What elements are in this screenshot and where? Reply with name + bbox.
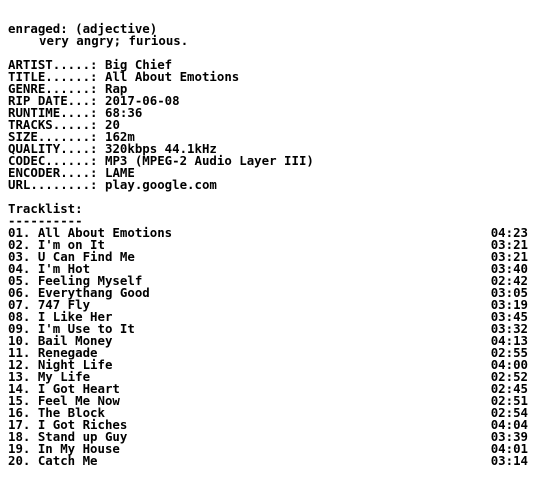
info-key: TITLE......: [8, 69, 105, 84]
definition-term: enraged: (adjective) [8, 21, 158, 36]
info-value: 320kbps 44.1kHz [104, 141, 217, 156]
track-duration: 03:32 [490, 321, 528, 336]
track-duration: 03:19 [490, 297, 528, 312]
track-title: 03. U Can Find Me [8, 249, 135, 264]
info-key: QUALITY....: [8, 141, 105, 156]
track-duration: 02:55 [490, 345, 528, 360]
info-key: RUNTIME....: [8, 105, 105, 120]
track-title: 08. I Like Her [8, 309, 113, 324]
track-title: 14. I Got Heart [8, 381, 120, 396]
track-title: 09. I'm Use to It [8, 321, 135, 336]
track-duration: 04:23 [490, 225, 528, 240]
info-value: LAME [104, 165, 135, 180]
info-key: GENRE......: [8, 81, 105, 96]
track-title: 16. The Block [8, 405, 105, 420]
spacer [8, 191, 528, 203]
track-list [8, 227, 528, 467]
track-title: 05. Feeling Myself [8, 273, 143, 288]
track-duration: 04:01 [490, 441, 528, 456]
nfo-document [8, 23, 528, 467]
track-duration: 02:45 [490, 381, 528, 396]
track-duration: 04:13 [490, 333, 528, 348]
info-key: SIZE.......: [8, 129, 105, 144]
info-value: 162m [104, 129, 135, 144]
info-value: play.google.com [104, 177, 217, 192]
track-duration: 02:54 [490, 405, 528, 420]
track-title: 12. Night Life [8, 357, 113, 372]
info-value: All About Emotions [104, 69, 240, 84]
track-duration: 03:05 [490, 285, 528, 300]
track-title: 06. Everythang Good [8, 285, 150, 300]
info-value: 20 [104, 117, 120, 132]
info-key: TRACKS.....: [8, 117, 105, 132]
track-title: 04. I'm Hot [8, 261, 91, 276]
track-title: 07. 747 Fly [8, 297, 91, 312]
track-duration: 04:00 [490, 357, 528, 372]
definition-meaning: very angry; furious. [39, 33, 189, 48]
track-duration: 03:45 [490, 309, 528, 324]
track-title: 01. All About Emotions [8, 225, 173, 240]
track-duration: 03:21 [490, 237, 528, 252]
info-value: Big Chief [104, 57, 173, 72]
info-key: RIP DATE...: [8, 93, 105, 108]
track-title: 02. I'm on It [8, 237, 105, 252]
info-key: ARTIST.....: [8, 57, 105, 72]
tracklist-heading: Tracklist: [8, 201, 83, 216]
info-value: 2017-06-08 [104, 93, 180, 108]
album-info [8, 59, 528, 191]
track-title: 20. Catch Me [8, 453, 98, 468]
track-duration: 03:14 [490, 453, 528, 468]
info-value: Rap [104, 81, 128, 96]
info-key: ENCODER....: [8, 165, 105, 180]
track-duration: 04:04 [490, 417, 528, 432]
track-title: 10. Bail Money [8, 333, 113, 348]
track-duration: 03:40 [490, 261, 528, 276]
tracklist-rule: ---------- [8, 213, 83, 228]
track-duration: 02:51 [490, 393, 528, 408]
track-title: 19. In My House [8, 441, 120, 456]
track-title: 15. Feel Me Now [8, 393, 120, 408]
track-title: 11. Renegade [8, 345, 98, 360]
track-duration: 02:42 [490, 273, 528, 288]
info-row-url [8, 179, 528, 191]
info-value: MP3 (MPEG-2 Audio Layer III) [104, 153, 314, 168]
info-key: CODEC......: [8, 153, 105, 168]
info-value: 68:36 [104, 105, 143, 120]
info-key: URL........: [8, 177, 105, 192]
track-duration: 03:39 [490, 429, 528, 444]
track-title: 17. I Got Riches [8, 417, 128, 432]
list-item [8, 455, 528, 467]
track-duration: 03:21 [490, 249, 528, 264]
track-title: 13. My Life [8, 369, 91, 384]
track-title: 18. Stand up Guy [8, 429, 128, 444]
track-duration: 02:52 [490, 369, 528, 384]
